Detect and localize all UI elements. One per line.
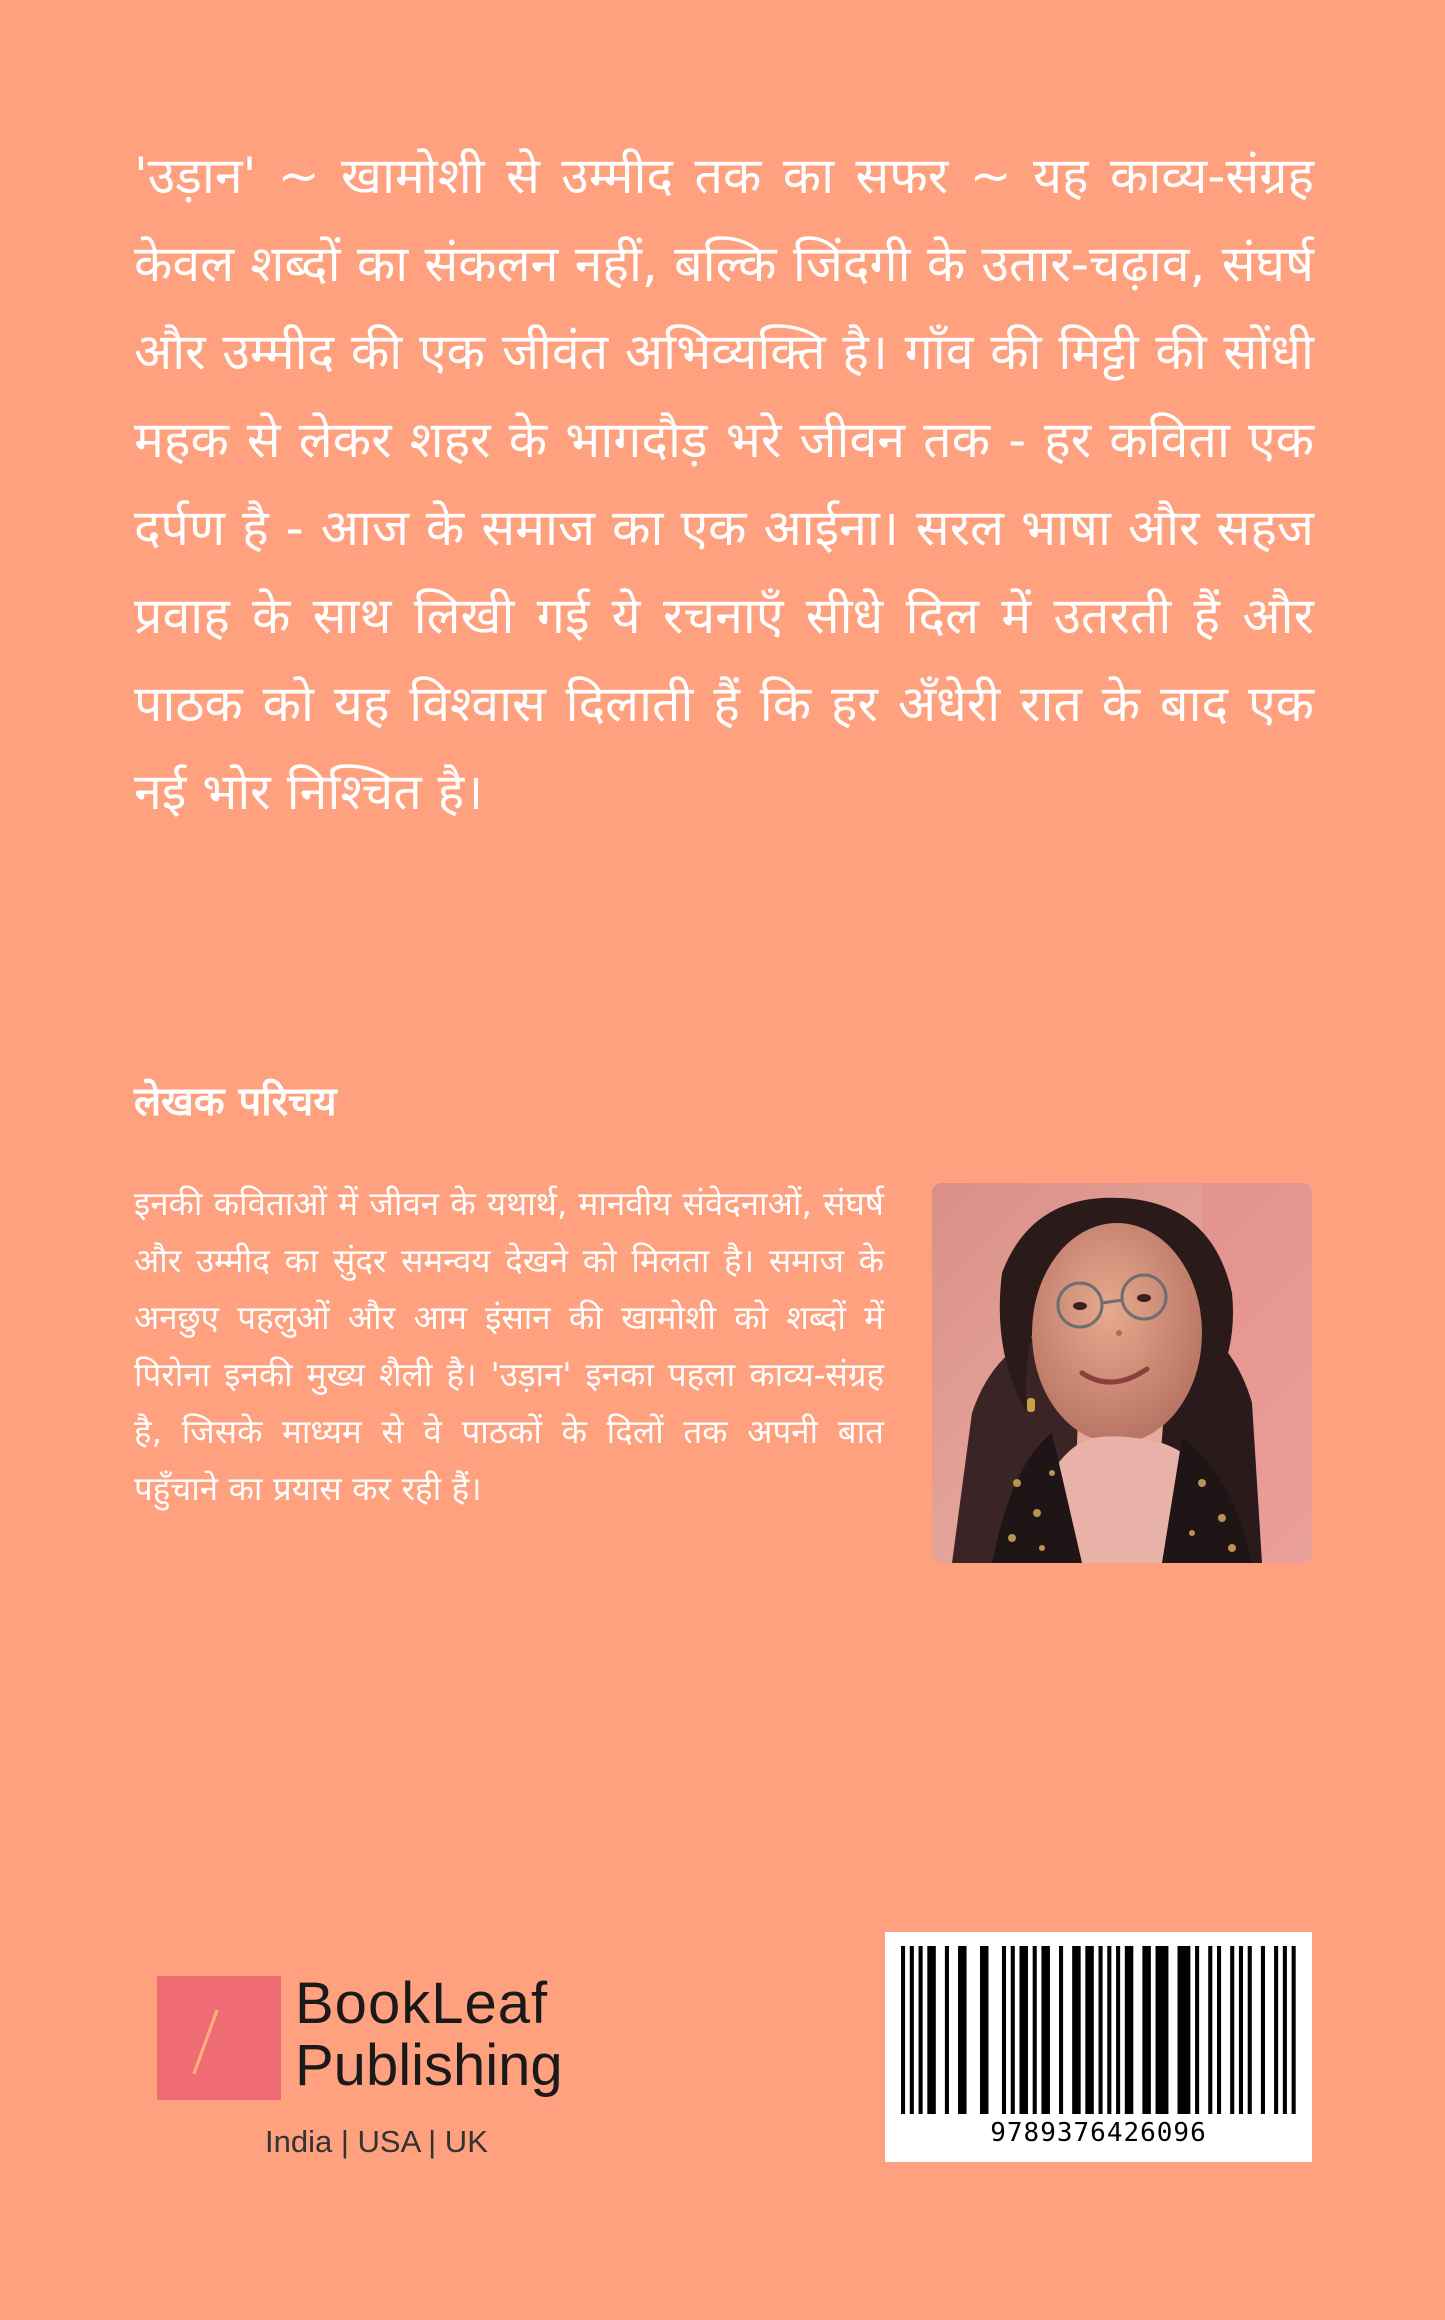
barcode-bar: [1099, 1946, 1103, 2114]
publisher-name-line2: Publishing: [295, 2033, 563, 2098]
barcode-bar: [927, 1946, 935, 2114]
leaf-logo-icon: [157, 1976, 281, 2100]
author-portrait-icon: [932, 1183, 1312, 1563]
barcode-bar: [1125, 1946, 1133, 2114]
barcode-bar: [1195, 1946, 1199, 2114]
author-photo: [932, 1183, 1312, 1563]
barcode-bar: [1230, 1946, 1234, 2114]
barcode-bar: [1002, 1946, 1006, 2114]
back-cover-blurb: 'उड़ान' ~ खामोशी से उम्मीद तक का सफर ~ यह काव्य-संग्रह केवल शब्दों का संकलन नहीं, बल्कि जिंदगी के उतार-चढ़ाव, संघर्ष और उम्मीद की एक जीवंत अभिव्यक्ति है। गाँव की मिट्टी की सोंधी महक से लेकर शहर के भागदौड़ भरे जीवन तक - हर कविता एक दर्पण है - आज के समाज का एक आईना। सरल भाषा और सहज प्रवाह के साथ लिखी गई ये रचनाएँ सीधे दिल में उतरती हैं और पाठक को यह विश्वास दिलाती हैं कि हर अँधेरी रात के बाद एक नई भोर निश्चित है।: [134, 147, 1314, 821]
barcode-bar: [1292, 1946, 1296, 2114]
barcode-bar: [901, 1946, 905, 2114]
barcode-bar: [1011, 1946, 1015, 2114]
barcode-bar: [1085, 1946, 1093, 2114]
barcode-bar: [1274, 1946, 1278, 2114]
barcode-bar: [1156, 1946, 1169, 2114]
barcode-bar: [1217, 1946, 1221, 2114]
barcode-bar: [1283, 1946, 1287, 2114]
barcode-bar: [1239, 1946, 1243, 2114]
barcode-bar: [1020, 1946, 1028, 2114]
isbn-barcode: [885, 1932, 1312, 2162]
barcode-bar: [945, 1946, 949, 2114]
barcode-bar: [1116, 1946, 1120, 2114]
isbn-number: 9789376426096: [990, 2118, 1207, 2148]
barcode-bar: [1261, 1946, 1265, 2114]
barcode-bar: [1107, 1946, 1111, 2114]
barcode-bar: [958, 1946, 966, 2114]
barcode-bar: [919, 1946, 923, 2114]
barcode-bar: [1033, 1946, 1037, 2114]
barcode-bar: [1142, 1946, 1150, 2114]
barcode-bar: [910, 1946, 914, 2114]
barcode-bar: [1041, 1946, 1049, 2114]
barcode-bar: [1059, 1946, 1063, 2114]
barcode-bar: [1072, 1946, 1080, 2114]
publisher-locations: India | USA | UK: [265, 2124, 488, 2159]
barcode-bar: [1248, 1946, 1252, 2114]
publisher-logo: [157, 1968, 617, 2108]
about-author-heading: लेखक परिचय: [134, 1079, 337, 1125]
about-author-text: इनकी कविताओं में जीवन के यथार्थ, मानवीय संवेदनाओं, संघर्ष और उम्मीद का सुंदर समन्वय देखने को मिलता है। समाज के अनछुए पहलुओं और आम इंसान की खामोशी को शब्दों में पिरोना इनकी मुख्य शैली है। 'उड़ान' इनका पहला काव्य-संग्रह है, जिसके माध्यम से वे पाठकों के दिलों तक अपनी बात पहुँचाने का प्रयास कर रही हैं।: [134, 1184, 884, 1508]
barcode-bar: [1178, 1946, 1191, 2114]
publisher-name-line1: BookLeaf: [295, 1971, 549, 2036]
barcode-bar: [980, 1946, 988, 2114]
barcode-bar: [1208, 1946, 1212, 2114]
